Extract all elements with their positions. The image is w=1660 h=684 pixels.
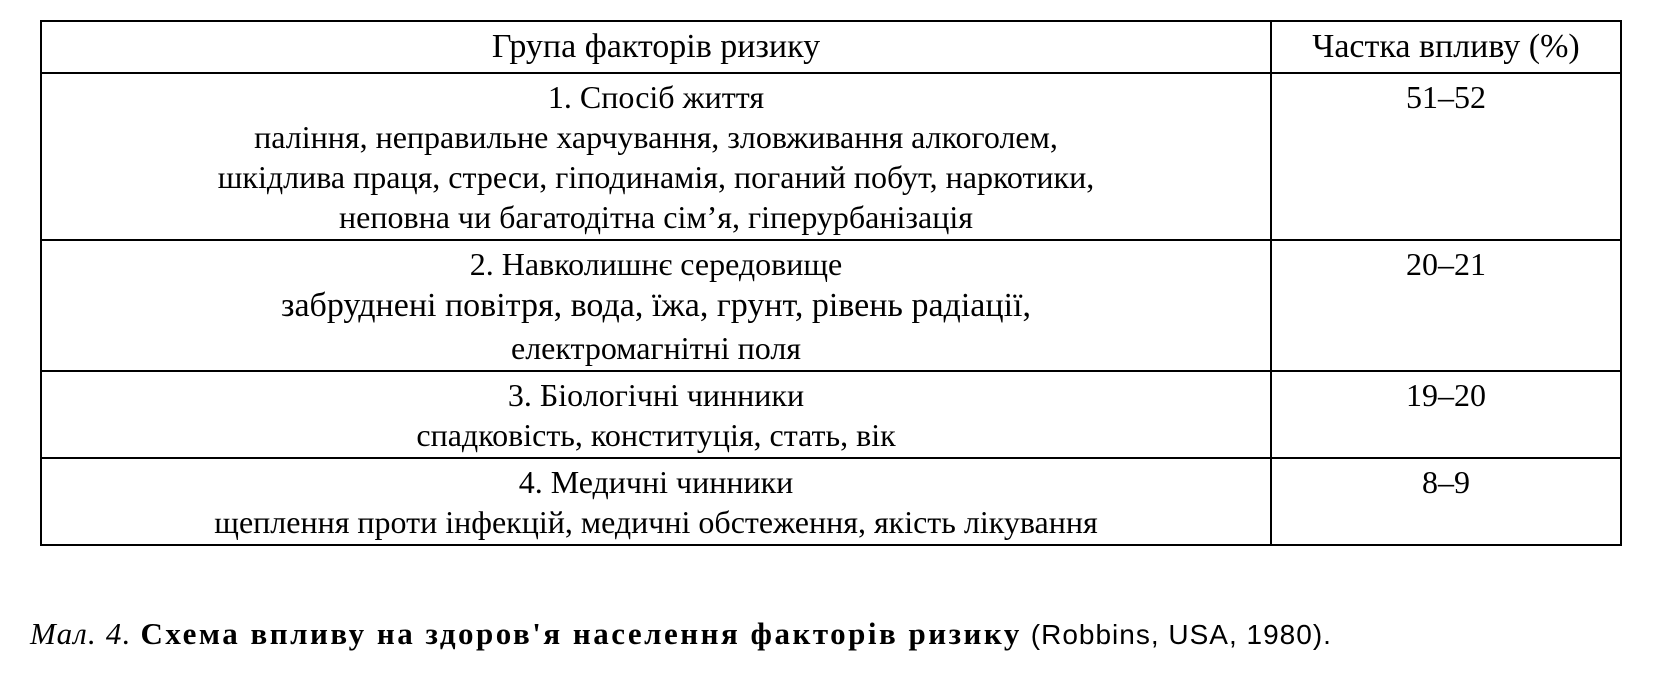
group-desc-line: забруднені повітря, вода, їжа, грунт, рівень радіації, <box>281 287 1031 324</box>
group-desc-line: неповна чи багатодітна сім’я, гіперурбанізація <box>339 199 973 235</box>
group-title: 3. Біологічні чинники <box>507 377 805 413</box>
caption-source: (Robbins, USA, 1980). <box>1030 619 1332 650</box>
table-header-row <box>41 21 1621 73</box>
share-value: 8–9 <box>1271 458 1621 545</box>
figure-caption <box>30 616 1650 652</box>
share-value: 20–21 <box>1271 240 1621 371</box>
group-cell <box>41 73 1271 240</box>
table-row <box>41 458 1621 545</box>
group-desc-line: паління, неправильне харчування, зловживання алкоголем, <box>254 119 1058 155</box>
header-group: Група факторів ризику <box>41 21 1271 73</box>
table-row <box>41 73 1621 240</box>
group-title: 1. Спосіб життя <box>547 79 765 115</box>
group-desc-line: електромагнітні поля <box>510 330 802 366</box>
table-row <box>41 240 1621 371</box>
group-title: 2. Навколишнє середовище <box>469 246 843 282</box>
group-cell <box>41 371 1271 458</box>
group-desc-line: спадковість, конституція, стать, вік <box>416 417 896 453</box>
group-title: 4. Медичні чинники <box>518 464 794 500</box>
group-desc-line: щеплення проти інфекцій, медичні обстеження, якість лікування <box>214 504 1098 540</box>
group-cell <box>41 458 1271 545</box>
risk-factors-table <box>40 20 1622 546</box>
table-row <box>41 371 1621 458</box>
group-desc-line: шкідлива праця, стреси, гіподинамія, поганий побут, наркотики, <box>217 159 1095 195</box>
caption-figure-number: Мал. 4. <box>30 616 132 651</box>
share-value: 51–52 <box>1271 73 1621 240</box>
caption-title: Схема впливу на здоров'я населення факторів ризику <box>140 616 1022 651</box>
header-share: Частка впливу (%) <box>1271 21 1621 73</box>
share-value: 19–20 <box>1271 371 1621 458</box>
group-cell <box>41 240 1271 371</box>
